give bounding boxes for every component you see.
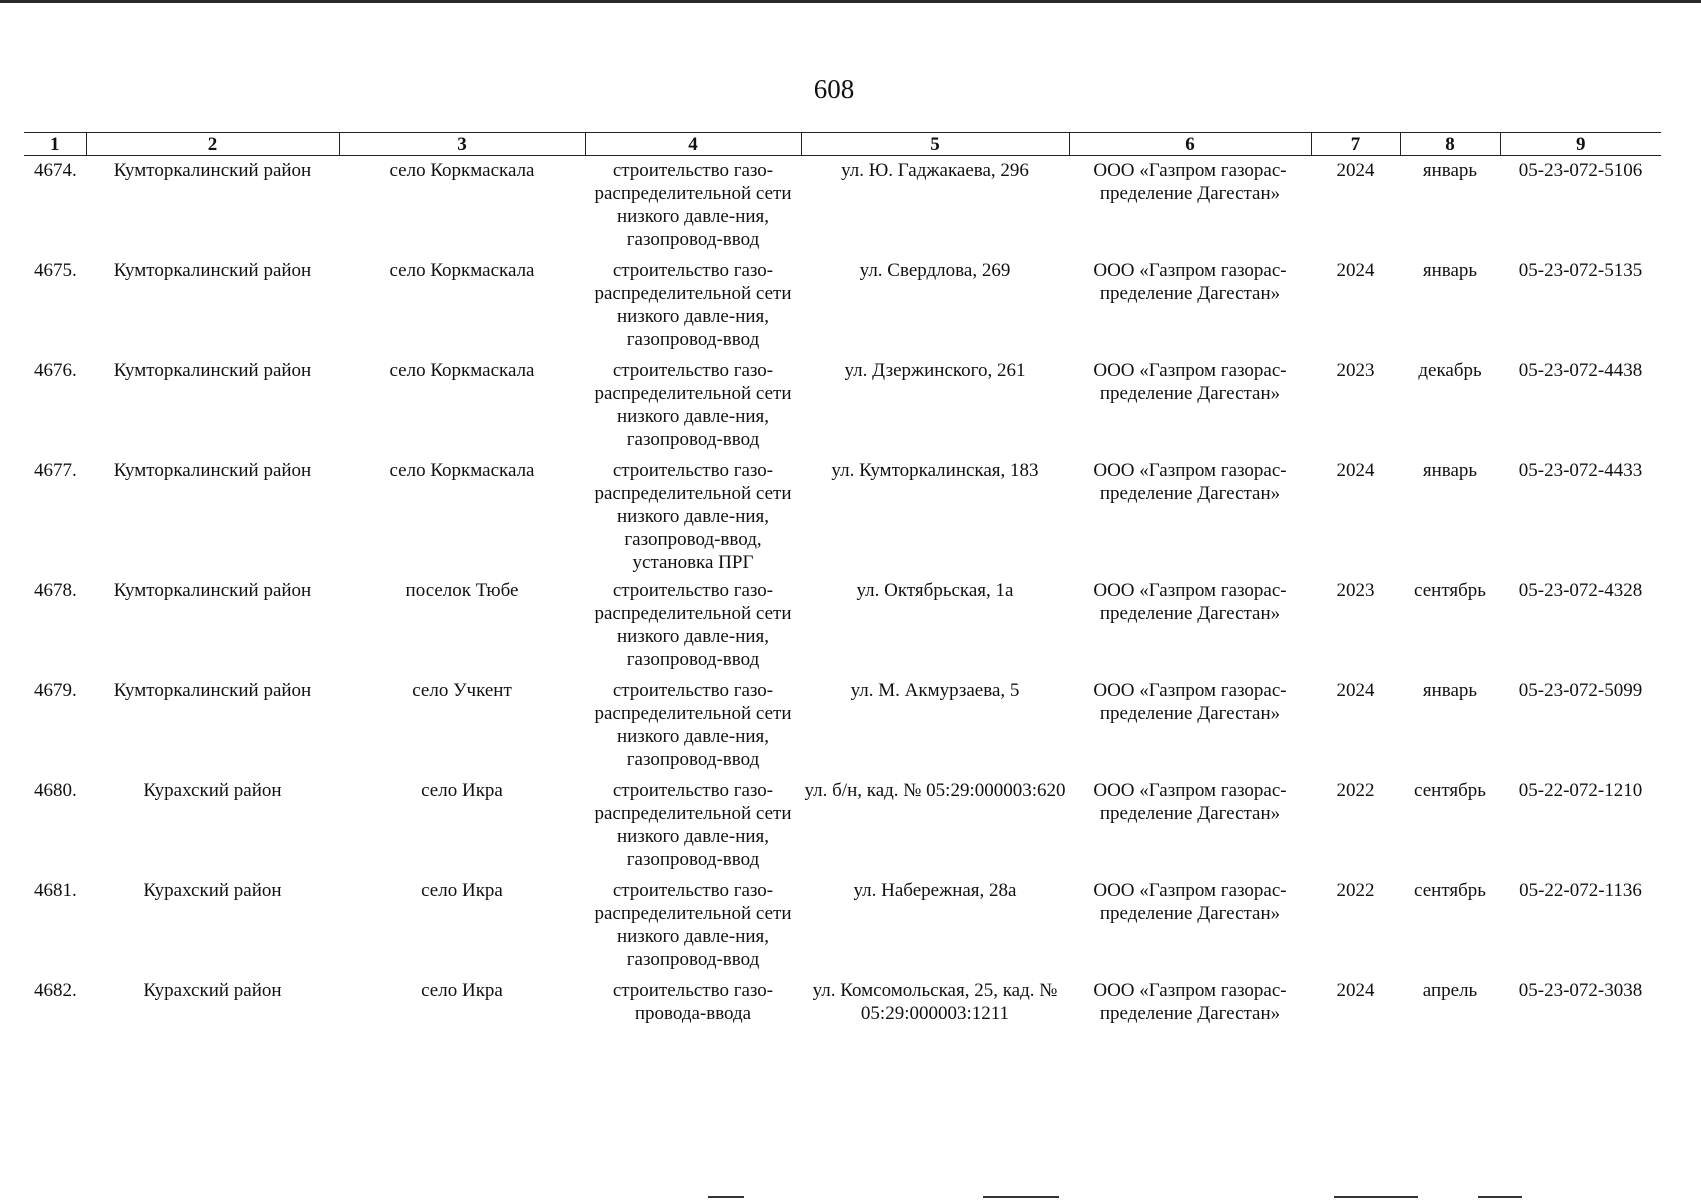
column-header-2: 2	[86, 133, 339, 156]
work-cell: строительство газо-распределительной сети низкого давле-ния, газопровод-ввод, установка ПРГ	[594, 460, 792, 573]
row-number: 4678.	[34, 580, 77, 601]
year-cell: 2023	[1336, 580, 1375, 601]
year-cell: 2023	[1336, 360, 1375, 381]
table-header	[24, 133, 1661, 156]
work-cell: строительство газо-распределительной сети низкого давле-ния, газопровод-ввод	[594, 160, 792, 250]
locality-cell: село Коркмаскала	[389, 460, 535, 481]
organization-cell: ООО «Газпром газорас-пределение Дагестан»	[1093, 360, 1287, 404]
district-cell: Кумторкалинский район	[113, 160, 312, 181]
column-header-4: 4	[585, 133, 801, 156]
table-row	[24, 976, 1661, 1049]
code-cell: 05-22-072-1210	[1518, 780, 1643, 801]
scan-top-edge	[0, 0, 1701, 3]
address-cell: ул. Набережная, 28а	[853, 880, 1017, 901]
scan-mark	[1334, 1196, 1418, 1198]
row-number: 4680.	[34, 780, 77, 801]
code-cell: 05-23-072-3038	[1518, 980, 1643, 1001]
locality-cell: село Коркмаскала	[389, 360, 535, 381]
year-cell: 2022	[1336, 880, 1375, 901]
month-cell: январь	[1422, 680, 1478, 701]
locality-cell: село Икра	[421, 980, 503, 1001]
address-cell: ул. М. Акмурзаева, 5	[850, 680, 1020, 701]
code-cell: 05-23-072-4328	[1518, 580, 1643, 601]
code-cell: 05-23-072-5135	[1518, 260, 1643, 281]
month-cell: январь	[1422, 160, 1478, 181]
organization-cell: ООО «Газпром газорас-пределение Дагестан»	[1093, 260, 1287, 304]
organization-cell: ООО «Газпром газорас-пределение Дагестан»	[1093, 160, 1287, 204]
month-cell: январь	[1422, 460, 1478, 481]
row-number: 4679.	[34, 680, 77, 701]
column-header-1: 1	[24, 133, 86, 156]
code-cell: 05-23-072-4438	[1518, 360, 1643, 381]
month-cell: декабрь	[1418, 360, 1482, 381]
work-cell: строительство газо-распределительной сети низкого давле-ния, газопровод-ввод	[594, 260, 792, 350]
column-header-7: 7	[1311, 133, 1400, 156]
district-cell: Курахский район	[143, 880, 282, 901]
address-cell: ул. Дзержинского, 261	[844, 360, 1026, 381]
month-cell: сентябрь	[1414, 780, 1486, 801]
column-header-8: 8	[1400, 133, 1500, 156]
row-number: 4676.	[34, 360, 77, 381]
registry-table	[24, 132, 1661, 1049]
work-cell: строительство газо-распределительной сети низкого давле-ния, газопровод-ввод	[594, 360, 792, 450]
table-row	[24, 776, 1661, 876]
district-cell: Кумторкалинский район	[113, 360, 312, 381]
locality-cell: село Коркмаскала	[389, 260, 535, 281]
column-header-9: 9	[1500, 133, 1661, 156]
locality-cell: село Икра	[421, 780, 503, 801]
work-cell: строительство газо-распределительной сети низкого давле-ния, газопровод-ввод	[594, 680, 792, 770]
code-cell: 05-23-072-5106	[1518, 160, 1643, 181]
district-cell: Кумторкалинский район	[113, 260, 312, 281]
month-cell: сентябрь	[1414, 580, 1486, 601]
month-cell: январь	[1422, 260, 1478, 281]
address-cell: ул. Свердлова, 269	[859, 260, 1011, 281]
locality-cell: село Коркмаскала	[389, 160, 535, 181]
work-cell: строительство газо-распределительной сети низкого давле-ния, газопровод-ввод	[594, 780, 792, 870]
column-header-5: 5	[801, 133, 1069, 156]
table-row	[24, 576, 1661, 676]
locality-cell: село Учкент	[412, 680, 512, 701]
table-row	[24, 876, 1661, 976]
code-cell: 05-23-072-5099	[1518, 680, 1643, 701]
organization-cell: ООО «Газпром газорас-пределение Дагестан»	[1093, 880, 1287, 924]
year-cell: 2024	[1336, 980, 1375, 1001]
organization-cell: ООО «Газпром газорас-пределение Дагестан»	[1093, 460, 1287, 504]
district-cell: Кумторкалинский район	[113, 680, 312, 701]
year-cell: 2024	[1336, 680, 1375, 701]
locality-cell: поселок Тюбе	[405, 580, 519, 601]
year-cell: 2024	[1336, 160, 1375, 181]
code-cell: 05-23-072-4433	[1518, 460, 1643, 481]
district-cell: Кумторкалинский район	[113, 460, 312, 481]
code-cell: 05-22-072-1136	[1519, 880, 1642, 901]
row-number: 4681.	[34, 880, 77, 901]
district-cell: Кумторкалинский район	[113, 580, 312, 601]
address-cell: ул. Ю. Гаджакаева, 296	[841, 160, 1029, 181]
row-number: 4677.	[34, 460, 77, 481]
scan-mark	[983, 1196, 1059, 1198]
month-cell: апрель	[1422, 980, 1478, 1001]
table-row	[24, 676, 1661, 776]
scan-mark	[1478, 1196, 1522, 1198]
district-cell: Курахский район	[143, 780, 282, 801]
organization-cell: ООО «Газпром газорас-пределение Дагестан»	[1093, 980, 1287, 1024]
district-cell: Курахский район	[143, 980, 282, 1001]
year-cell: 2024	[1336, 460, 1375, 481]
row-number: 4674.	[34, 160, 77, 181]
work-cell: строительство газо-распределительной сети низкого давле-ния, газопровод-ввод	[594, 880, 792, 970]
address-cell: ул. Комсомольская, 25, кад. № 05:29:000003:1211	[812, 980, 1058, 1024]
scan-mark	[708, 1196, 744, 1198]
row-number: 4675.	[34, 260, 77, 281]
year-cell: 2024	[1336, 260, 1375, 281]
header-row	[24, 133, 1661, 156]
month-cell: сентябрь	[1414, 880, 1486, 901]
organization-cell: ООО «Газпром газорас-пределение Дагестан»	[1093, 680, 1287, 724]
page-number: 608	[813, 74, 855, 104]
year-cell: 2022	[1336, 780, 1375, 801]
row-number: 4682.	[34, 980, 77, 1001]
column-header-6: 6	[1069, 133, 1311, 156]
address-cell: ул. б/н, кад. № 05:29:000003:620	[804, 780, 1066, 801]
table-row	[24, 156, 1661, 257]
table-body	[24, 156, 1661, 1050]
table-row	[24, 356, 1661, 456]
table-row	[24, 256, 1661, 356]
organization-cell: ООО «Газпром газорас-пределение Дагестан»	[1093, 780, 1287, 824]
address-cell: ул. Кумторкалинская, 183	[831, 460, 1039, 481]
address-cell: ул. Октябрьская, 1а	[856, 580, 1014, 601]
organization-cell: ООО «Газпром газорас-пределение Дагестан»	[1093, 580, 1287, 624]
table-row	[24, 456, 1661, 576]
column-header-3: 3	[339, 133, 585, 156]
work-cell: строительство газо-провода-ввода	[612, 980, 774, 1024]
locality-cell: село Икра	[421, 880, 503, 901]
work-cell: строительство газо-распределительной сети низкого давле-ния, газопровод-ввод	[594, 580, 792, 670]
